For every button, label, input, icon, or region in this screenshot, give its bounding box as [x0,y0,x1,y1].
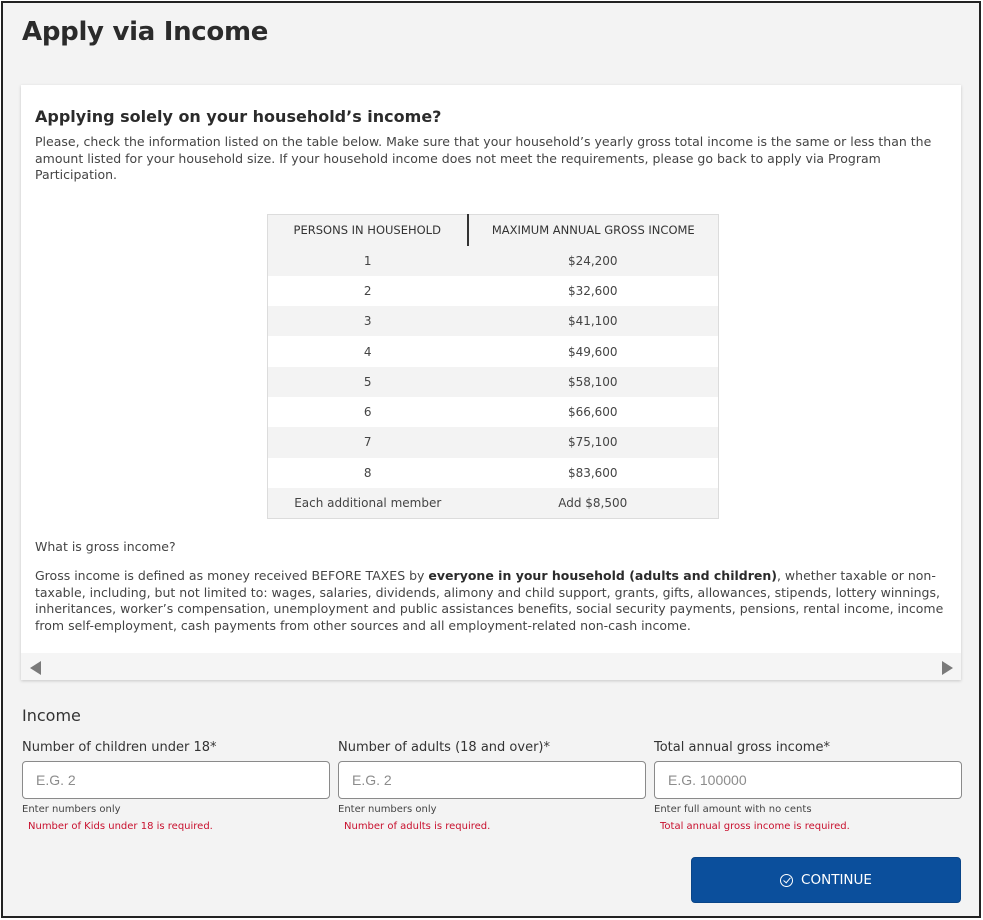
table-cell-income: $83,600 [468,458,719,488]
gross-def-emphasis: everyone in your household (adults and children) [428,568,777,583]
table-cell-persons: 7 [268,427,468,457]
income-field-group [654,740,962,832]
table-header-persons: PERSONS IN HOUSEHOLD [268,215,468,246]
table-cell-persons: 8 [268,458,468,488]
table-cell-persons: 6 [268,397,468,427]
gross-income-input[interactable] [654,761,962,799]
children-field-error: Number of Kids under 18 is required. [28,821,213,832]
scroll-left-arrow-icon[interactable] [30,661,41,675]
table-row [268,488,719,518]
table-header-row [268,215,719,246]
table-cell-persons: 2 [268,276,468,306]
income-field-error: Total annual gross income is required. [660,821,850,832]
table-cell-persons: 5 [268,367,468,397]
table-cell-income: $66,600 [468,397,719,427]
table-row [268,397,719,427]
table-row [268,367,719,397]
children-field-hint: Enter numbers only [22,804,121,815]
table-cell-persons: 3 [268,306,468,336]
table-cell-income: $41,100 [468,306,719,336]
table-cell-income: $32,600 [468,276,719,306]
adults-field-group [338,740,646,832]
adults-field-error: Number of adults is required. [344,821,491,832]
adults-count-input[interactable] [338,761,646,799]
page-title: Apply via Income [22,17,269,47]
children-field-group [22,740,330,832]
table-row [268,306,719,336]
table-cell-persons: Each additional member [268,488,468,518]
table-row [268,246,719,276]
continue-button[interactable] [691,857,961,903]
children-count-input[interactable] [22,761,330,799]
table-cell-income: $58,100 [468,367,719,397]
children-field-label: Number of children under 18* [22,740,217,755]
table-cell-income: Add $8,500 [468,488,719,518]
info-card-intro: Please, check the information listed on the table below. Make sure that your household’s yearly gross total income is the same or less than the amount listed for your household size. If your household income does not meet the requirements, please go back to apply via Program Participation. [35,134,932,182]
info-card [21,85,961,680]
table-cell-persons: 4 [268,336,468,366]
table-cell-income: $75,100 [468,427,719,457]
gross-def-text-rest: , whether taxable or non-taxable, including, but not limited to: wages, salaries, dividends, alimony and child support, grants, gifts, allowances, stipends, lottery winnings, inheritances, worker’s compensation, unemployment and public assistances benefits, social security payments, pensions, rental income, income from self-employment, cash payments from other sources and all employment-related non-cash income. [35,568,944,633]
check-circle-icon [780,874,793,887]
gross-income-question: What is gross income? [35,539,176,554]
gross-def-text: Gross income is defined as money received BEFORE TAXES by [35,568,429,583]
adults-field-hint: Enter numbers only [338,804,437,815]
income-section-title: Income [22,706,81,725]
table-row [268,276,719,306]
horizontal-scrollbar[interactable] [21,653,961,680]
table-row [268,458,719,488]
table-header-max-income: MAXIMUM ANNUAL GROSS INCOME [468,215,719,246]
info-card-heading: Applying solely on your household’s income? [35,107,442,126]
table-row [268,427,719,457]
adults-field-label: Number of adults (18 and over)* [338,740,550,755]
table-row [268,336,719,366]
page-frame [1,1,981,918]
table-cell-persons: 1 [268,246,468,276]
table-cell-income: $24,200 [468,246,719,276]
continue-button-label: CONTINUE [801,872,872,888]
income-field-label: Total annual gross income* [654,740,830,755]
scroll-right-arrow-icon[interactable] [942,661,953,675]
income-limits-table [267,214,719,519]
table-cell-income: $49,600 [468,336,719,366]
income-field-hint: Enter full amount with no cents [654,804,812,815]
gross-income-definition [35,568,950,634]
